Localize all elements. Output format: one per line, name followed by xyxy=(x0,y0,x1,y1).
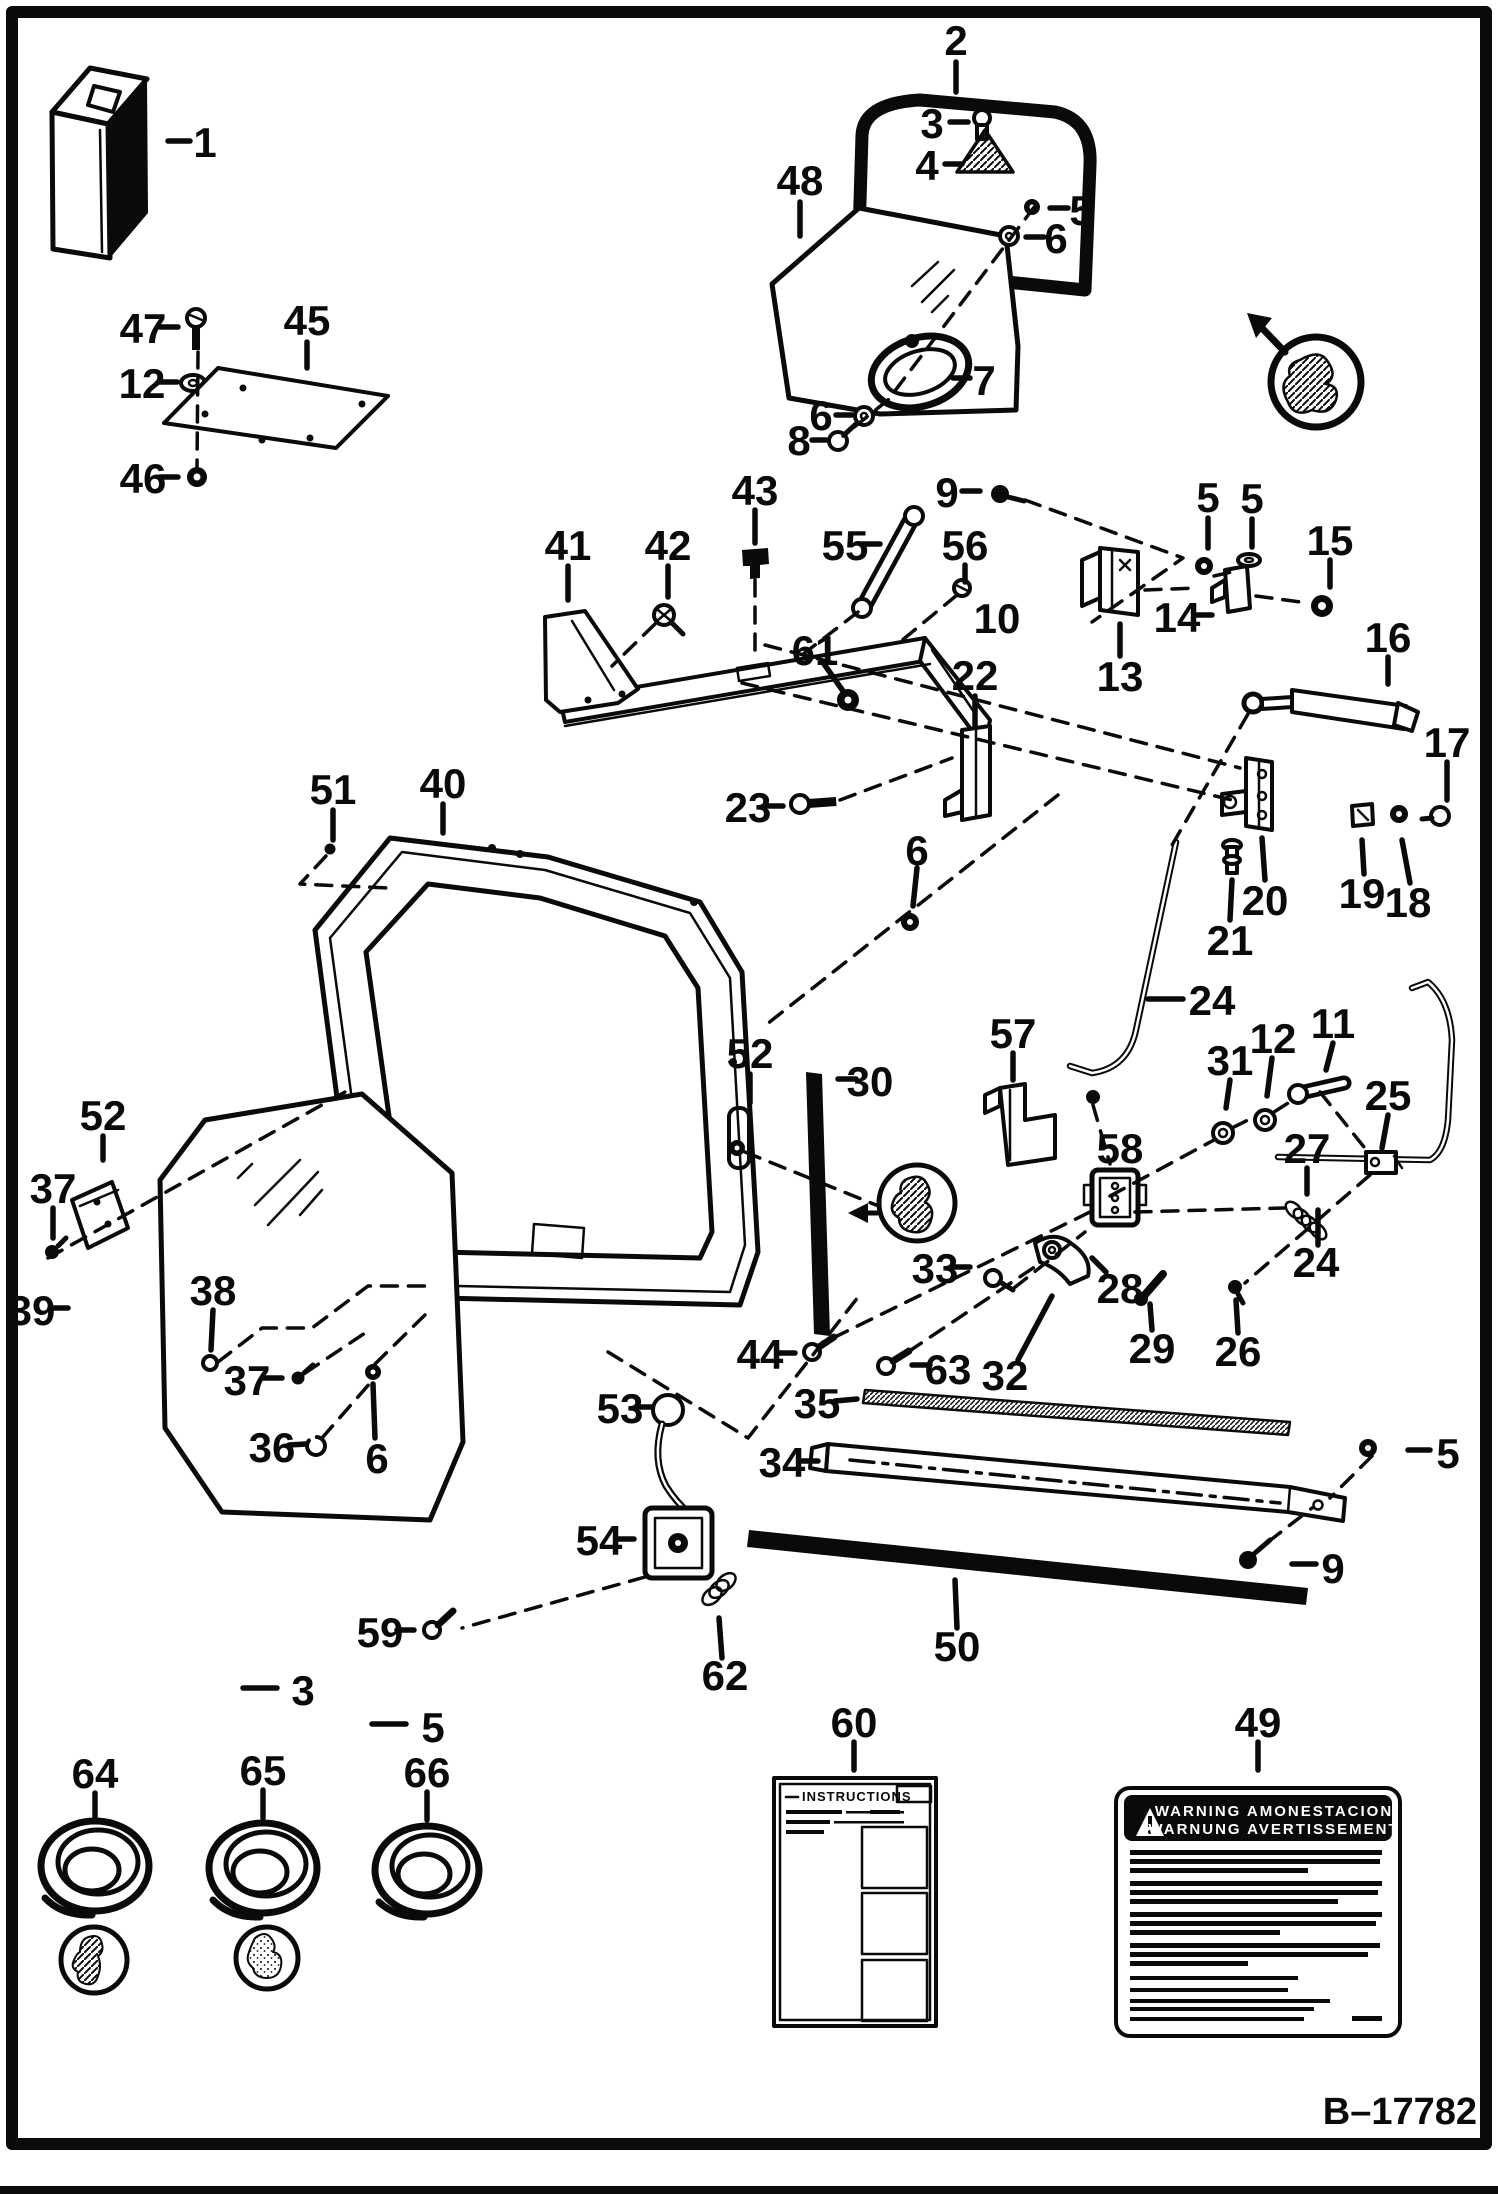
callout-12: 12 xyxy=(1249,1015,1297,1062)
callout-4: 4 xyxy=(915,142,939,189)
part-18-washer xyxy=(1390,805,1408,823)
callout-leader-11 xyxy=(1326,1043,1333,1070)
callout-leader-20 xyxy=(1262,838,1265,880)
callout-10: 10 xyxy=(973,595,1021,642)
callout-34: 34 xyxy=(758,1439,806,1486)
callout-leader-12 xyxy=(1267,1058,1272,1096)
part-5-nut xyxy=(1195,557,1213,575)
callout-60: 60 xyxy=(830,1699,878,1746)
callout-25: 25 xyxy=(1364,1072,1412,1119)
callout-57: 57 xyxy=(989,1010,1037,1057)
callout-31: 31 xyxy=(1206,1037,1254,1084)
callout-40: 40 xyxy=(419,760,467,807)
callout-14: 14 xyxy=(1153,594,1201,641)
part-11-handle-lever xyxy=(1289,1083,1344,1103)
callout-5: 5 xyxy=(1436,1430,1460,1477)
callout-5: 5 xyxy=(1240,475,1264,522)
callout-52: 52 xyxy=(726,1030,774,1077)
callout-3: 3 xyxy=(920,100,944,147)
seal-profile-detail-64 xyxy=(61,1927,127,1993)
part-9-bolt xyxy=(1239,1540,1270,1569)
callout-39: 39 xyxy=(8,1287,56,1334)
callout-15: 15 xyxy=(1306,517,1354,564)
callout-8: 8 xyxy=(787,417,811,464)
part-21-pin xyxy=(1223,840,1241,873)
part-59-clip xyxy=(424,1611,453,1638)
part-27-spring xyxy=(1283,1199,1330,1243)
callout-leader-50 xyxy=(955,1580,957,1628)
callout-63: 63 xyxy=(924,1346,972,1393)
callout-33: 33 xyxy=(911,1245,959,1292)
callout-24: 24 xyxy=(1188,977,1236,1024)
part-60-instructions-decal xyxy=(774,1778,936,2026)
detail-arrow-icon xyxy=(848,1203,868,1223)
callout-29: 29 xyxy=(1128,1325,1176,1372)
callout-27: 27 xyxy=(1283,1125,1331,1172)
part-65-seal-coil xyxy=(209,1823,317,1917)
callout-54: 54 xyxy=(575,1517,623,1564)
callout-11: 11 xyxy=(1310,1000,1356,1047)
part-37-bolt xyxy=(45,1238,66,1259)
part-33-bolt xyxy=(985,1270,1013,1290)
callout-5: 5 xyxy=(1069,187,1093,234)
seal-cross-section-detail-middle xyxy=(848,1165,955,1241)
part-34-support-bar xyxy=(810,1444,1345,1521)
part-30-seal-strip xyxy=(806,1072,830,1336)
seal-cross-section-detail-upper xyxy=(1247,313,1361,427)
part-15-nut xyxy=(1311,595,1333,617)
part-31-nut xyxy=(1213,1123,1233,1143)
part-17-bolt xyxy=(1422,807,1449,825)
callout-42: 42 xyxy=(644,522,692,569)
part-51-screw xyxy=(325,844,336,855)
part-66-seal-coil xyxy=(375,1826,479,1917)
callout-64: 64 xyxy=(71,1750,119,1797)
warning-decal-line1: WARNING AMONESTACION xyxy=(1154,1803,1394,1820)
callout-41: 41 xyxy=(544,522,592,569)
callout-9: 9 xyxy=(1321,1545,1345,1592)
callout-leader-31 xyxy=(1226,1080,1230,1108)
callout-leader-38 xyxy=(211,1310,213,1350)
instructions-decal-title: INSTRUCTIONS xyxy=(802,1789,912,1804)
part-4-wedge xyxy=(957,130,1013,172)
part-5-nut xyxy=(1359,1439,1377,1457)
part-53-knob xyxy=(653,1395,690,1514)
callout-6: 6 xyxy=(365,1435,389,1482)
callout-32: 32 xyxy=(981,1352,1029,1399)
part-57-bracket xyxy=(985,1084,1055,1165)
callout-36: 36 xyxy=(248,1424,296,1471)
callout-leader-25 xyxy=(1382,1115,1388,1148)
callout-44: 44 xyxy=(736,1331,784,1378)
part-16-gas-cylinder xyxy=(1244,690,1418,731)
part-1-heater-box xyxy=(52,68,148,258)
part-13-striker-bracket xyxy=(1082,548,1138,615)
part-49-warning-decal xyxy=(1116,1788,1400,2036)
part-28-latch-lever xyxy=(1035,1237,1089,1284)
callout-24: 24 xyxy=(1292,1239,1340,1286)
callout-leader-18 xyxy=(1402,840,1410,883)
callout-leader-6 xyxy=(373,1384,375,1438)
part-7-pin xyxy=(905,334,919,348)
callout-1: 1 xyxy=(193,119,217,166)
callout-9: 9 xyxy=(935,469,959,516)
callout-37: 37 xyxy=(223,1357,271,1404)
callout-38: 38 xyxy=(189,1267,237,1314)
callout-2: 2 xyxy=(944,17,968,64)
callout-58: 58 xyxy=(1096,1125,1144,1172)
seal-profile-detail-65 xyxy=(236,1927,298,1989)
callout-35: 35 xyxy=(793,1380,841,1427)
callout-53: 53 xyxy=(596,1385,644,1432)
callout-leader-32 xyxy=(1018,1296,1052,1360)
part-12-washer xyxy=(1255,1110,1275,1130)
callout-16: 16 xyxy=(1364,614,1412,661)
part-54-latch-box xyxy=(645,1508,712,1578)
part-64-seal-coil xyxy=(41,1821,149,1915)
callout-18: 18 xyxy=(1384,879,1432,926)
callout-65: 65 xyxy=(239,1747,287,1794)
callout-62: 62 xyxy=(701,1652,749,1699)
callout-7: 7 xyxy=(972,357,996,404)
callout-5: 5 xyxy=(1196,474,1220,521)
callout-37: 37 xyxy=(29,1165,77,1212)
callout-52: 52 xyxy=(79,1092,127,1139)
callout-17: 17 xyxy=(1423,719,1471,766)
callout-26: 26 xyxy=(1214,1328,1262,1375)
part-25-clamp xyxy=(1366,1152,1402,1173)
callout-61: 61 xyxy=(791,627,839,674)
callout-55: 55 xyxy=(821,522,869,569)
callout-layer xyxy=(9,17,1471,1820)
callout-46: 46 xyxy=(119,455,167,502)
part-42-screw xyxy=(654,605,683,634)
callout-21: 21 xyxy=(1206,917,1254,964)
part-24-rod-left xyxy=(1070,842,1176,1073)
part-19-clip xyxy=(1352,804,1373,826)
part-47-screw xyxy=(187,309,205,350)
bottom-edge-bar xyxy=(0,2186,1498,2194)
part-9-bolt xyxy=(991,485,1024,503)
part-50-seal-strip xyxy=(747,1530,1308,1605)
callout-leader-19 xyxy=(1362,840,1364,874)
callout-3: 3 xyxy=(291,1667,315,1714)
part-23-bolt xyxy=(791,795,837,813)
callout-22: 22 xyxy=(951,652,999,699)
callout-45: 45 xyxy=(283,297,331,344)
callout-47: 47 xyxy=(119,305,167,352)
part-41-support-bracket xyxy=(545,611,990,748)
callout-12: 12 xyxy=(118,360,166,407)
callout-5: 5 xyxy=(421,1704,445,1751)
callout-49: 49 xyxy=(1234,1699,1282,1746)
part-43-clip xyxy=(742,548,769,579)
part-6-grommet xyxy=(365,1364,381,1380)
part-20-hinge xyxy=(1222,758,1272,830)
part-5-nut xyxy=(1238,554,1260,566)
part-46-nut xyxy=(187,467,207,487)
callout-19: 19 xyxy=(1338,870,1386,917)
warning-decal-line2: WARNUNG AVERTISSEMENT xyxy=(1148,1821,1400,1838)
callout-6: 6 xyxy=(905,827,929,874)
callout-50: 50 xyxy=(933,1623,981,1670)
figure-code: B–17782 xyxy=(1322,2091,1477,2133)
callout-6: 6 xyxy=(809,392,833,439)
callout-43: 43 xyxy=(731,467,779,514)
part-35-seal-strip xyxy=(863,1390,1290,1435)
callout-leader-21 xyxy=(1230,880,1232,920)
callout-13: 13 xyxy=(1096,653,1144,700)
callout-23: 23 xyxy=(724,784,772,831)
callout-28: 28 xyxy=(1096,1265,1144,1312)
callout-51: 51 xyxy=(309,766,357,813)
part-63-clip xyxy=(878,1351,909,1374)
callout-20: 20 xyxy=(1241,877,1289,924)
callout-6: 6 xyxy=(1044,215,1068,262)
callout-66: 66 xyxy=(403,1749,451,1796)
callout-56: 56 xyxy=(941,522,989,569)
callout-59: 59 xyxy=(356,1609,404,1656)
callout-30: 30 xyxy=(846,1058,894,1105)
callout-48: 48 xyxy=(776,157,824,204)
